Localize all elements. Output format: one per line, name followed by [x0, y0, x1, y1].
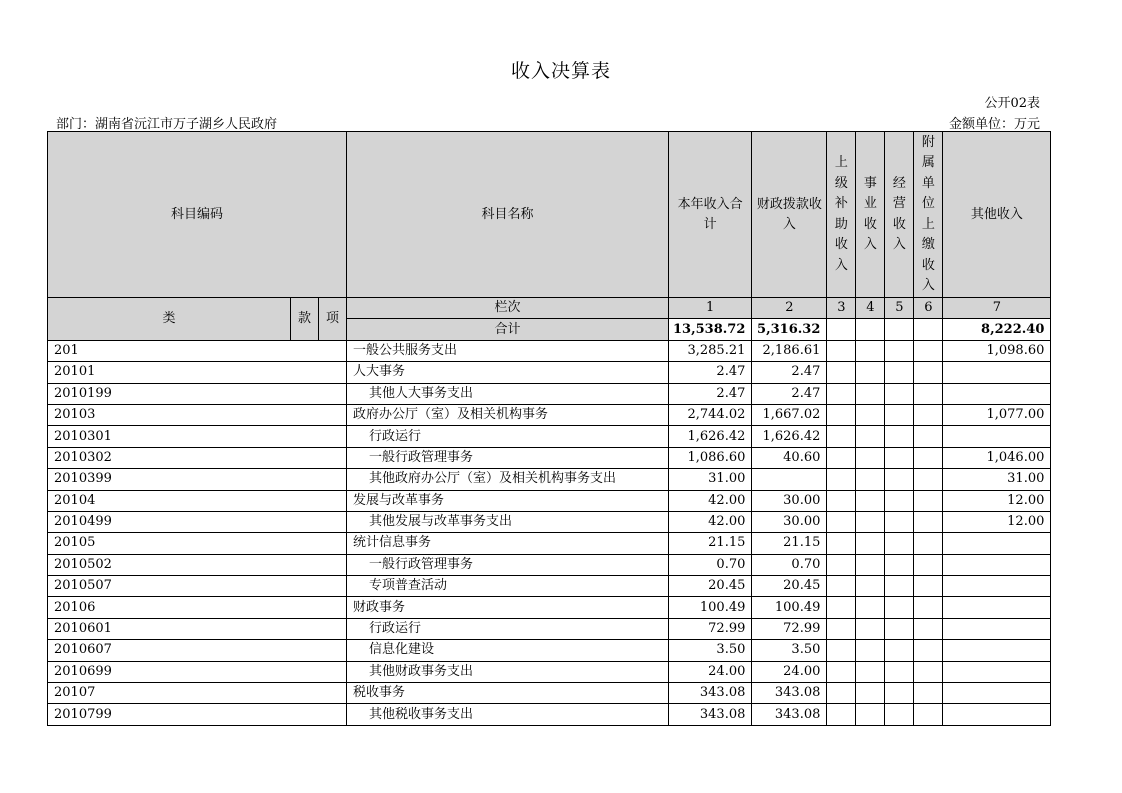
row-code: 20104	[48, 490, 347, 511]
row-total: 1,626.42	[669, 426, 752, 447]
row-affiliate	[914, 447, 943, 468]
row-superior	[827, 683, 856, 704]
row-fiscal	[752, 469, 827, 490]
row-operation	[885, 362, 914, 383]
row-total: 343.08	[669, 683, 752, 704]
row-fiscal: 24.00	[752, 661, 827, 682]
row-affiliate	[914, 362, 943, 383]
header-item: 项	[319, 298, 347, 341]
column-number: 6	[914, 298, 943, 319]
row-code: 20101	[48, 362, 347, 383]
table-row	[48, 490, 1051, 511]
row-name: 专项普查活动	[347, 576, 669, 597]
row-superior	[827, 469, 856, 490]
header-other: 其他收入	[943, 132, 1051, 298]
totals-fiscal: 5,316.32	[752, 319, 827, 340]
amount-unit-label: 金额单位：万元	[948, 117, 1040, 132]
column-number: 5	[885, 298, 914, 319]
row-business	[856, 511, 885, 532]
row-code: 2010199	[48, 383, 347, 404]
table-row	[48, 533, 1051, 554]
row-business	[856, 618, 885, 639]
table-row	[48, 447, 1051, 468]
row-name: 一般公共服务支出	[347, 340, 669, 361]
table-row	[48, 404, 1051, 425]
row-fiscal: 343.08	[752, 704, 827, 725]
totals-other: 8,222.40	[943, 319, 1051, 340]
row-code: 2010399	[48, 469, 347, 490]
row-affiliate	[914, 618, 943, 639]
row-superior	[827, 490, 856, 511]
row-total: 3,285.21	[669, 340, 752, 361]
row-fiscal: 2.47	[752, 362, 827, 383]
row-affiliate	[914, 661, 943, 682]
row-code: 2010699	[48, 661, 347, 682]
row-name: 其他发展与改革事务支出	[347, 511, 669, 532]
table-row	[48, 426, 1051, 447]
row-affiliate	[914, 533, 943, 554]
row-business	[856, 554, 885, 575]
row-fiscal: 30.00	[752, 511, 827, 532]
row-total: 20.45	[669, 576, 752, 597]
row-name: 行政运行	[347, 426, 669, 447]
row-operation	[885, 340, 914, 361]
row-business	[856, 533, 885, 554]
row-superior	[827, 404, 856, 425]
row-code: 2010607	[48, 640, 347, 661]
row-name: 一般行政管理事务	[347, 554, 669, 575]
row-code: 20106	[48, 597, 347, 618]
row-affiliate	[914, 426, 943, 447]
row-code: 2010799	[48, 704, 347, 725]
header-name: 科目名称	[347, 132, 669, 298]
row-name: 信息化建设	[347, 640, 669, 661]
row-other	[943, 618, 1051, 639]
column-number: 1	[669, 298, 752, 319]
row-other	[943, 554, 1051, 575]
row-name: 其他财政事务支出	[347, 661, 669, 682]
row-affiliate	[914, 490, 943, 511]
table-row	[48, 362, 1051, 383]
row-other	[943, 704, 1051, 725]
header-operation: 经营收入	[885, 132, 914, 298]
table-row	[48, 554, 1051, 575]
row-fiscal: 2,186.61	[752, 340, 827, 361]
row-name: 发展与改革事务	[347, 490, 669, 511]
row-total: 42.00	[669, 511, 752, 532]
table-row	[48, 640, 1051, 661]
row-business	[856, 683, 885, 704]
column-number-row	[48, 298, 1051, 319]
row-other: 1,046.00	[943, 447, 1051, 468]
row-operation	[885, 511, 914, 532]
row-other	[943, 661, 1051, 682]
row-total: 2.47	[669, 362, 752, 383]
row-code: 2010301	[48, 426, 347, 447]
row-fiscal: 100.49	[752, 597, 827, 618]
row-superior	[827, 661, 856, 682]
row-other: 31.00	[943, 469, 1051, 490]
column-number: 7	[943, 298, 1051, 319]
row-fiscal: 1,626.42	[752, 426, 827, 447]
row-total: 343.08	[669, 704, 752, 725]
row-total: 42.00	[669, 490, 752, 511]
row-other	[943, 576, 1051, 597]
row-code: 20105	[48, 533, 347, 554]
row-operation	[885, 704, 914, 725]
row-superior	[827, 340, 856, 361]
row-name: 一般行政管理事务	[347, 447, 669, 468]
table-row	[48, 661, 1051, 682]
row-business	[856, 426, 885, 447]
row-operation	[885, 490, 914, 511]
row-name: 政府办公厅（室）及相关机构事务	[347, 404, 669, 425]
row-operation	[885, 661, 914, 682]
header-column-no: 栏次	[347, 298, 669, 319]
row-other	[943, 426, 1051, 447]
row-superior	[827, 576, 856, 597]
row-other	[943, 683, 1051, 704]
row-operation	[885, 597, 914, 618]
row-business	[856, 704, 885, 725]
row-name: 税收事务	[347, 683, 669, 704]
row-business	[856, 597, 885, 618]
table-row	[48, 383, 1051, 404]
row-operation	[885, 683, 914, 704]
row-fiscal: 20.45	[752, 576, 827, 597]
header-business: 事业收入	[856, 132, 885, 298]
row-other: 12.00	[943, 490, 1051, 511]
row-superior	[827, 533, 856, 554]
row-name: 人大事务	[347, 362, 669, 383]
row-fiscal: 30.00	[752, 490, 827, 511]
row-name: 其他政府办公厅（室）及相关机构事务支出	[347, 469, 669, 490]
row-affiliate	[914, 511, 943, 532]
row-business	[856, 447, 885, 468]
row-affiliate	[914, 576, 943, 597]
table-row	[48, 576, 1051, 597]
row-code: 2010302	[48, 447, 347, 468]
row-business	[856, 661, 885, 682]
row-total: 2,744.02	[669, 404, 752, 425]
row-fiscal: 1,667.02	[752, 404, 827, 425]
totals-operation	[885, 319, 914, 340]
row-code: 2010499	[48, 511, 347, 532]
header-affiliate: 附属单位上缴收入	[914, 132, 943, 298]
row-other: 1,098.60	[943, 340, 1051, 361]
header-superior: 上级补助收入	[827, 132, 856, 298]
row-business	[856, 383, 885, 404]
row-name: 其他税收事务支出	[347, 704, 669, 725]
row-total: 72.99	[669, 618, 752, 639]
row-superior	[827, 597, 856, 618]
row-total: 2.47	[669, 383, 752, 404]
row-total: 100.49	[669, 597, 752, 618]
row-superior	[827, 554, 856, 575]
row-operation	[885, 383, 914, 404]
row-superior	[827, 640, 856, 661]
row-operation	[885, 533, 914, 554]
page-title: 收入决算表	[510, 60, 611, 82]
row-affiliate	[914, 469, 943, 490]
row-other	[943, 597, 1051, 618]
table-row	[48, 704, 1051, 725]
row-business	[856, 362, 885, 383]
row-superior	[827, 426, 856, 447]
table-row	[48, 511, 1051, 532]
row-affiliate	[914, 704, 943, 725]
row-business	[856, 490, 885, 511]
totals-label: 合计	[347, 319, 669, 340]
header-total: 本年收入合计	[669, 132, 752, 298]
row-fiscal: 21.15	[752, 533, 827, 554]
row-operation	[885, 618, 914, 639]
row-fiscal: 0.70	[752, 554, 827, 575]
row-superior	[827, 447, 856, 468]
header-fiscal: 财政拨款收入	[752, 132, 827, 298]
column-number: 2	[752, 298, 827, 319]
totals-affiliate	[914, 319, 943, 340]
row-affiliate	[914, 404, 943, 425]
header-class: 类	[48, 298, 291, 341]
row-operation	[885, 404, 914, 425]
row-superior	[827, 704, 856, 725]
form-number: 公开02表	[984, 96, 1040, 111]
row-code: 20103	[48, 404, 347, 425]
row-superior	[827, 511, 856, 532]
row-name: 财政事务	[347, 597, 669, 618]
row-other	[943, 383, 1051, 404]
totals-business	[856, 319, 885, 340]
row-business	[856, 640, 885, 661]
row-operation	[885, 426, 914, 447]
table-row	[48, 597, 1051, 618]
row-fiscal: 2.47	[752, 383, 827, 404]
table-row	[48, 469, 1051, 490]
row-other	[943, 362, 1051, 383]
row-other: 12.00	[943, 511, 1051, 532]
row-operation	[885, 640, 914, 661]
column-number: 4	[856, 298, 885, 319]
row-affiliate	[914, 554, 943, 575]
header-code: 科目编码	[48, 132, 347, 298]
row-affiliate	[914, 383, 943, 404]
header-row	[48, 132, 1051, 298]
row-business	[856, 469, 885, 490]
row-other	[943, 640, 1051, 661]
row-operation	[885, 469, 914, 490]
row-business	[856, 404, 885, 425]
row-fiscal: 72.99	[752, 618, 827, 639]
totals-superior	[827, 319, 856, 340]
totals-total: 13,538.72	[669, 319, 752, 340]
row-superior	[827, 383, 856, 404]
row-total: 0.70	[669, 554, 752, 575]
row-affiliate	[914, 340, 943, 361]
department-label: 部门：湖南省沅江市万子湖乡人民政府	[56, 117, 278, 132]
row-total: 21.15	[669, 533, 752, 554]
table-row	[48, 618, 1051, 639]
row-operation	[885, 447, 914, 468]
row-affiliate	[914, 597, 943, 618]
table-row	[48, 340, 1051, 361]
row-name: 行政运行	[347, 618, 669, 639]
row-code: 2010601	[48, 618, 347, 639]
header-section: 款	[291, 298, 319, 341]
row-name: 统计信息事务	[347, 533, 669, 554]
row-total: 1,086.60	[669, 447, 752, 468]
row-other	[943, 533, 1051, 554]
row-fiscal: 3.50	[752, 640, 827, 661]
row-operation	[885, 554, 914, 575]
row-affiliate	[914, 683, 943, 704]
row-fiscal: 343.08	[752, 683, 827, 704]
row-code: 2010507	[48, 576, 347, 597]
row-total: 24.00	[669, 661, 752, 682]
row-business	[856, 576, 885, 597]
table-row	[48, 683, 1051, 704]
row-superior	[827, 362, 856, 383]
row-business	[856, 340, 885, 361]
row-code: 2010502	[48, 554, 347, 575]
row-affiliate	[914, 640, 943, 661]
row-code: 20107	[48, 683, 347, 704]
row-name: 其他人大事务支出	[347, 383, 669, 404]
income-table	[47, 131, 1051, 726]
row-code: 201	[48, 340, 347, 361]
column-number: 3	[827, 298, 856, 319]
row-total: 31.00	[669, 469, 752, 490]
row-operation	[885, 576, 914, 597]
row-other: 1,077.00	[943, 404, 1051, 425]
row-total: 3.50	[669, 640, 752, 661]
row-fiscal: 40.60	[752, 447, 827, 468]
row-superior	[827, 618, 856, 639]
